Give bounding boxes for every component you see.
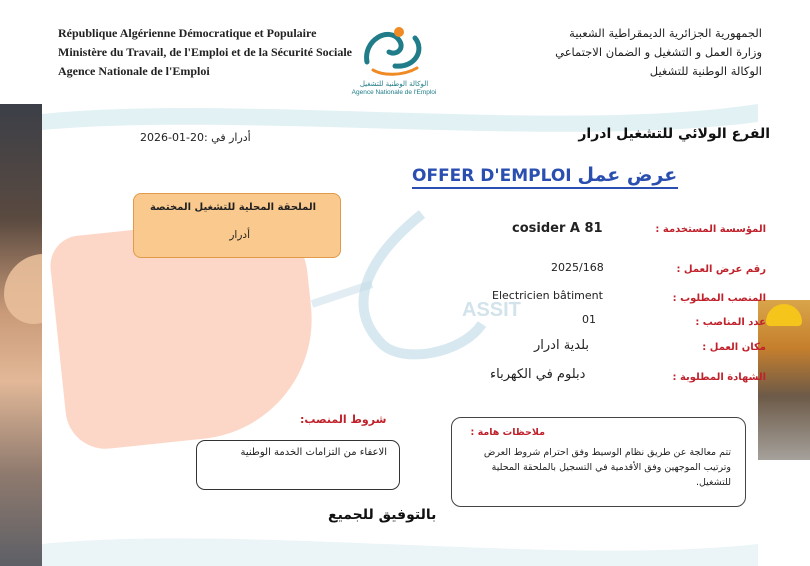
agency-box [133,193,341,258]
header-fr-ministry: Ministère du Travail, de l'Emploi et de la Sécurité Sociale [58,45,352,59]
positions-count-label: عدد المناصب : [695,317,766,328]
workplace-label: مكان العمل : [702,342,766,353]
left-photo-strip [0,104,42,566]
header-french [58,24,358,81]
diploma-label: الشهادة المطلوبة : [672,372,766,383]
offer-title-underline [412,187,678,189]
position-value: Electricien bâtiment [492,289,603,302]
header-ar-agency: الوكالة الوطنية للتشغيل [649,64,762,78]
anem-logo [348,22,440,106]
logo-french-text: Agence Nationale de l'Emploi [351,89,437,96]
diploma-value: دبلوم في الكهرباء [490,367,586,382]
offer-number-value: 2025/168 [551,261,604,274]
positions-count-value: 01 [582,313,596,326]
agency-value: أدرار [229,229,250,241]
date-line: أدرار في :20-01-2026 [140,131,251,144]
conditions-title: شروط المنصب: [300,413,387,426]
conditions-text: الاعفاء من التزامات الخدمة الوطنية [240,447,387,458]
worker-helmet-image [766,304,802,326]
offer-number-label: رقم عرض العمل : [676,264,766,275]
employer-value: cosider A 81 [512,221,603,236]
header-fr-agency: Agence Nationale de l'Emploi [58,64,210,78]
position-label: المنصب المطلوب : [672,293,766,304]
logo-arabic-text: الوكالة الوطنية للتشغيل [359,80,429,88]
branch-title: الفرع الولائي للتشغيل ادرار [578,126,770,142]
conditions-box [196,440,400,490]
offer-title-ar: عرض عمل [577,164,678,186]
employer-label: المؤسسة المستخدمة : [655,224,766,235]
document-header [0,0,810,104]
agency-label: الملحقة المحلية للتشغيل المختصة [149,202,316,213]
notes-title: ملاحظات هامة : [470,427,545,438]
handshake-image [4,254,42,324]
notes-text: تتم معالجة عن طريق نظام الوسيط وفق احترام شروط العرض وترتيب الموجهين وفق الأقدمية في التسجيل بالملحقة المحلية للتشغيل. [483,447,731,488]
header-ar-ministry: وزارة العمل و التشغيل و الضمان الاجتماعي [555,45,762,59]
offer-title [412,164,677,186]
header-fr-republic: République Algérienne Démocratique et Populaire [58,26,317,40]
header-ar-republic: الجمهورية الجزائرية الديمقراطية الشعبية [569,26,762,40]
notes-box [451,417,746,507]
closing-text: بالتوفيق للجميع [328,507,437,523]
offer-title-fr: OFFER D'EMPLOI [412,166,572,186]
workplace-value: بلدية ادرار [534,338,590,353]
anem-logo-icon [359,22,429,80]
header-arabic [442,24,762,81]
watermark-text: ASSIT [462,299,521,321]
